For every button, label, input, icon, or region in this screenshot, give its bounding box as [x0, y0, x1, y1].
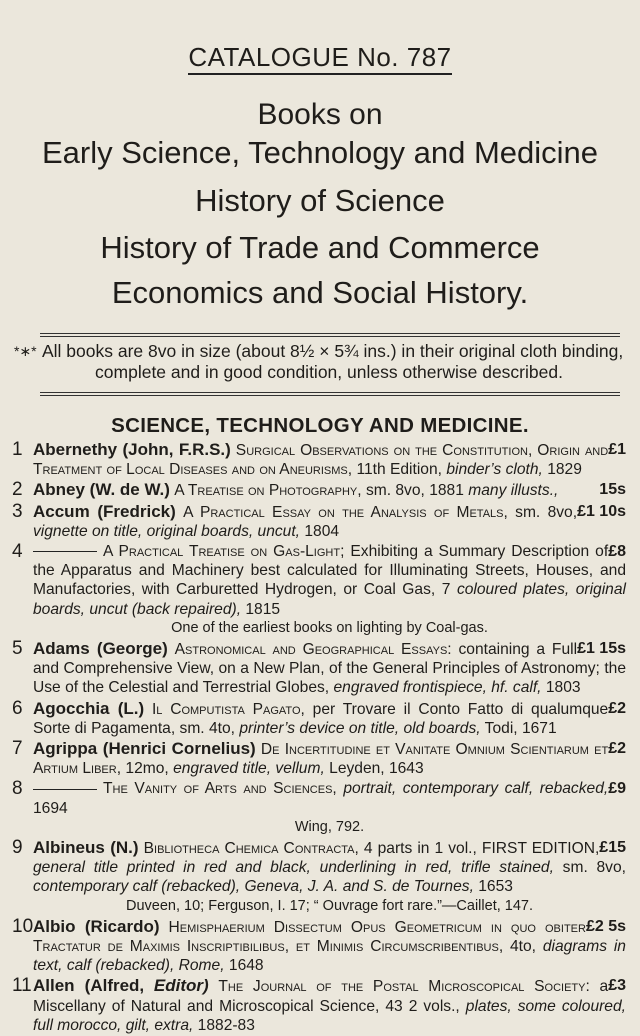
format-note — [14, 341, 624, 383]
entry-title: The Vanity of Arts and Sciences, — [103, 780, 337, 798]
entry-number: 11 — [12, 975, 32, 997]
entry-number: 7 — [12, 738, 23, 760]
entry-author: Allen (Alfred, — [33, 976, 145, 996]
entry-description: engraved frontispiece, hf. calf, — [333, 679, 542, 697]
entry-note: Duveen, 10; Ferguson, I. 17; “ Ouvrage fort rare.”—Caillet, 147. — [126, 897, 533, 914]
entry-price: £2 — [608, 740, 626, 758]
divider-bottom — [40, 392, 620, 396]
entry-imprint: Leyden, 1643 — [329, 760, 424, 778]
entry-details: sm. 8vo, — [562, 859, 626, 877]
entry-details: sm. 8vo, 1881 — [365, 482, 464, 500]
entry-number: 9 — [12, 837, 23, 859]
entry-details: 12mo, — [125, 760, 169, 778]
catalogue-entry — [12, 699, 626, 738]
entry-imprint: 1648 — [228, 957, 264, 975]
entry-title: Hemisphaerium Dissectum Opus Geometricum in quo obiter Tractatur de Maximis Inscriptibilibus, et Minimis Circumscribentibus, — [33, 918, 586, 956]
entry-imprint: 1803 — [545, 679, 581, 697]
title-line-1: Early Science, Technology and Medicine — [41, 135, 599, 170]
ditto-rule — [33, 551, 97, 552]
entry-details: 2 vols., — [408, 997, 460, 1015]
entry-price: £9 — [608, 780, 626, 798]
entry-author: Abernethy (John, F.R.S.) — [33, 440, 231, 459]
entry-description: plates, some coloured, — [465, 997, 626, 1015]
catalogue-entry — [12, 838, 626, 916]
entry-title: A Practical Essay on the Analysis of Metals, — [183, 503, 508, 521]
entry-price: £1 15s — [577, 640, 626, 658]
entry-price: £1 — [608, 441, 626, 458]
entry-number: 2 — [12, 479, 23, 501]
catalogue-entry — [12, 739, 626, 778]
entry-description: printer’s device on title, — [239, 719, 400, 737]
entry-description: contemporary calf (rebacked), Geneva, J. A. and S. de Tournes, — [33, 878, 474, 896]
catalogue-entry — [12, 917, 626, 976]
entry-imprint: 1815 — [245, 600, 281, 618]
note-line-1: All books are 8vo in size (about 8½ × 5¾ ins.) in their original cloth binding, — [42, 341, 624, 361]
entry-author: Agocchia (L.) — [33, 698, 145, 718]
entry-imprint: 1694 — [33, 799, 68, 817]
entry-details: containing a Full and Comprehensive View, on a New Plan, of the General Principles of Astronomy; the Use of the Celestial and Terrestrial Globes, — [33, 641, 626, 697]
divider-top — [40, 333, 620, 337]
entry-author-editor: Editor) — [153, 976, 209, 996]
entry-price: £2 — [608, 699, 626, 717]
entry-author: Agrippa (Henrici Cornelius) — [33, 739, 256, 759]
entry-description: full morocco, gilt, extra, — [33, 1016, 194, 1034]
entry-description: calf (rebacked), Rome, — [66, 957, 225, 975]
entry-imprint: 1804 — [304, 522, 340, 540]
entry-price: £3 — [608, 977, 626, 995]
entry-title: The Journal of the Postal Microscopical Society: — [218, 978, 590, 996]
entry-author: Accum (Fredrick) — [33, 501, 176, 521]
entry-price: £8 — [608, 543, 626, 561]
catalogue-entry — [12, 480, 626, 500]
entry-details: sm. 8vo, — [515, 503, 578, 521]
entry-number: 10 — [12, 915, 34, 937]
entry-note: One of the earliest books on lighting by Coal-gas. — [171, 619, 488, 636]
entry-title: Astronomical and Geographical Essays: — [174, 641, 452, 659]
ditto-rule — [33, 789, 97, 790]
catalogue-number: CATALOGUE No. 787 — [0, 42, 640, 75]
books-on-heading: Books on — [257, 98, 383, 131]
section-title: SCIENCE, TECHNOLOGY AND MEDICINE. — [111, 414, 529, 437]
title-line-2: History of Science — [195, 183, 445, 218]
catalogue-entry — [12, 639, 626, 698]
catalogue-entry — [12, 502, 626, 541]
entry-imprint: 1653 — [478, 878, 513, 896]
entry-author: Albio (Ricardo) — [33, 916, 160, 936]
entry-price: £15 — [599, 839, 626, 857]
entry-title: Bibliotheca Chemica Contracta, — [143, 840, 359, 858]
entry-description: general title printed in red and black, underlining in red, trifle stained, — [33, 859, 554, 877]
entry-description: diagrams in text, — [33, 938, 626, 975]
catalogue-entries — [12, 440, 626, 1036]
note-line-2: complete and in good condition, unless otherwise described. — [95, 362, 563, 382]
entry-number: 4 — [12, 541, 23, 563]
entry-author: Abney (W. de W.) — [33, 480, 170, 500]
entry-price: 15s — [599, 481, 626, 499]
entry-number: 5 — [12, 638, 23, 660]
entry-description: vignette on title, — [33, 522, 143, 540]
entry-description: original boards, uncut, — [146, 522, 301, 540]
entry-description: vellum, — [275, 760, 325, 778]
entry-imprint: 1882-83 — [197, 1016, 255, 1034]
entry-description: old boards, — [403, 719, 481, 737]
entry-title: A Practical Treatise on Gas-Light; — [103, 543, 345, 561]
entry-details: per Trovare il Conto Fatto di qualumque Sorte di Pagamenta, — [33, 700, 609, 737]
entry-description: portrait, contemporary calf, rebacked, — [343, 780, 609, 798]
entry-description: binder’s cloth, — [446, 461, 543, 479]
entry-title: De Incertitudine et Vanitate Omnium Scientiarum et Artium Liber, — [33, 741, 609, 778]
entry-description: many illusts., — [468, 482, 559, 500]
catalogue-entry — [12, 779, 626, 837]
entry-details: Exhibiting a Summary Description of the Apparatus and Machinery best calculated for Illuminating Streets, Houses, and Manufactories, with Carburetted Hydrogen, or Coal Gas, 7 — [33, 543, 626, 599]
catalogue-entry — [12, 976, 626, 1035]
entry-price: £2 5s — [585, 917, 626, 935]
entry-number: 8 — [12, 778, 23, 800]
title-line-3: History of Trade and Commerce — [100, 230, 540, 265]
catalogue-entry — [12, 440, 626, 479]
entry-description: coloured plates, original boards, uncut (back repaired), — [33, 581, 626, 618]
entry-title: A Treatise on Photography, — [174, 482, 362, 500]
entry-number: 6 — [12, 697, 23, 719]
entry-details: a Miscellany of Natural and Microscopical Science, 43 — [33, 978, 609, 1015]
entry-title: Il Computista Pagato, — [151, 700, 305, 718]
entry-details: 11th Edition, — [356, 461, 442, 479]
entry-imprint: Todi, 1671 — [484, 719, 557, 737]
title-line-4: Economics and Social History. — [111, 275, 529, 310]
entry-details: 4 parts in 1 vol., — [363, 840, 477, 858]
asterisk-ornament: *∗* — [14, 343, 37, 359]
entry-imprint: 1829 — [547, 461, 582, 479]
entry-number: 3 — [12, 500, 23, 522]
entry-description: engraved title, — [173, 760, 272, 778]
entry-number: 1 — [12, 439, 23, 460]
entry-price: £1 10s — [577, 502, 626, 520]
entry-details: sm. 4to, — [179, 719, 235, 737]
entry-title: Surgical Observations on the Constitution, Origin and Treatment of Local Diseases and on Aneurisms, — [33, 442, 609, 479]
catalogue-entry — [12, 542, 626, 638]
entry-author: Albineus (N.) — [33, 838, 139, 858]
entry-note: Wing, 792. — [294, 818, 365, 835]
entry-details: 4to, — [510, 938, 537, 956]
entry-details: FIRST EDITION, — [481, 840, 600, 858]
entry-author: Adams (George) — [33, 639, 168, 659]
